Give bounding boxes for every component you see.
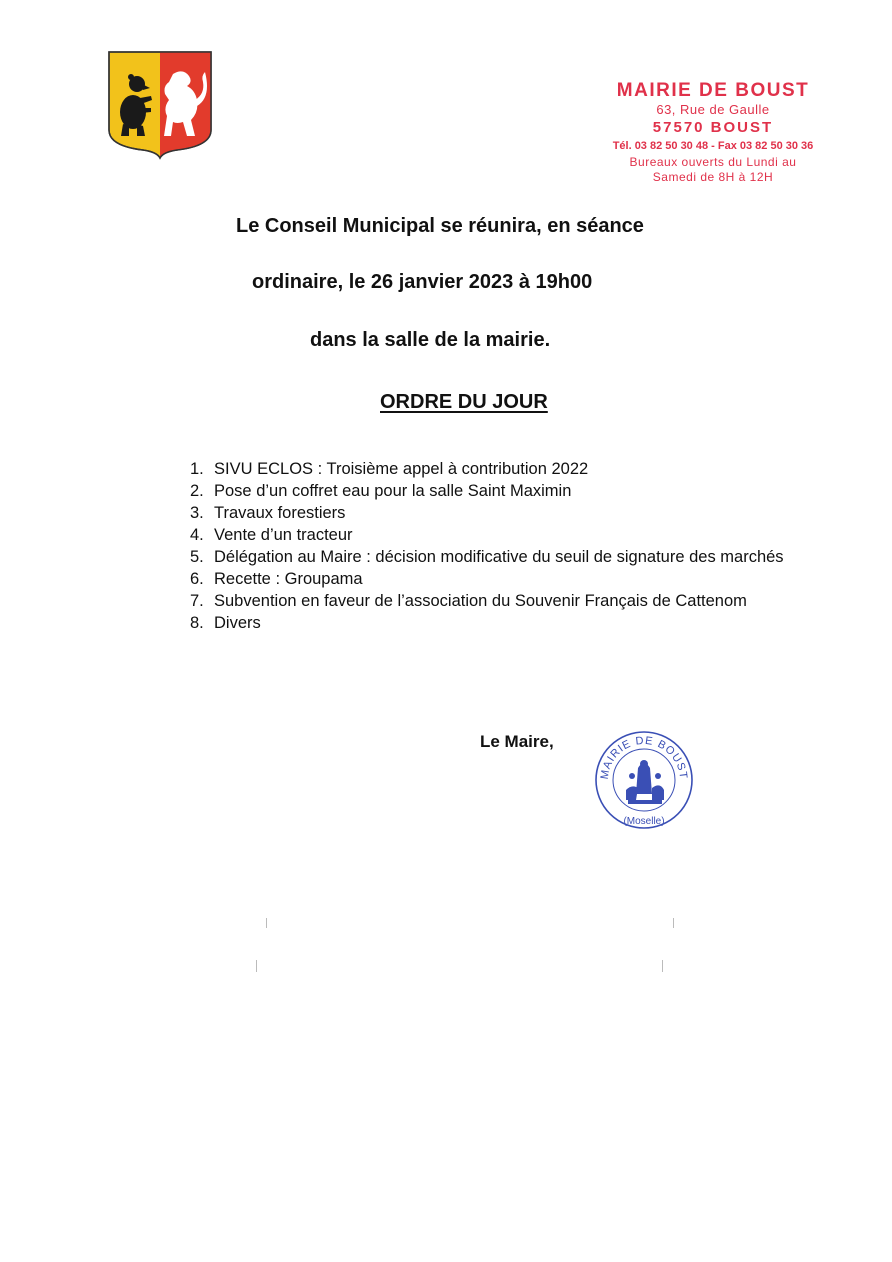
scan-mark: [266, 918, 267, 928]
headline-line2: ordinaire, le 26 janvier 2023 à 19h00: [252, 271, 593, 293]
mairie-city: 57570 BOUST: [652, 119, 774, 136]
scan-mark: [662, 960, 663, 972]
agenda-item-number: 4.: [190, 526, 204, 544]
mairie-hours-line1: Bureaux ouverts du Lundi au: [629, 155, 797, 169]
agenda-item-text: Travaux forestiers: [214, 504, 346, 522]
agenda-item-number: 2.: [190, 482, 204, 500]
agenda-item-text: SIVU ECLOS : Troisième appel à contribution 2022: [214, 460, 589, 478]
agenda-item-text: Vente d’un tracteur: [214, 526, 353, 544]
agenda-item-text: Subvention en faveur de l’association du Souvenir Français de Cattenom: [214, 592, 747, 610]
scan-mark: [673, 918, 674, 928]
coat-of-arms-icon: [107, 50, 213, 160]
scan-mark: [256, 960, 257, 972]
headline-line1: Le Conseil Municipal se réunira, en séance: [236, 215, 644, 237]
agenda-item-text: Pose d’un coffret eau pour la salle Saint Maximin: [214, 482, 572, 500]
mairie-hours-line2: Samedi de 8H à 12H: [652, 170, 774, 184]
mairie-title: MAIRIE DE BOUST: [616, 80, 810, 101]
headline-line3: dans la salle de la mairie.: [310, 329, 551, 351]
agenda-item: [190, 480, 850, 502]
stamp-bottom-text: (Moselle): [623, 816, 665, 827]
agenda-item: [190, 502, 850, 524]
agenda-item: [190, 568, 850, 590]
agenda-item: [190, 524, 850, 546]
agenda-item-number: 8.: [190, 614, 204, 632]
agenda-item-text: Recette : Groupama: [214, 570, 363, 588]
agenda-item-text: Délégation au Maire : décision modificative du seuil de signature des marchés: [214, 548, 784, 566]
stamp-top-text: MAIRIE DE BOUST: [598, 734, 690, 781]
ordre-du-jour-title: ORDRE DU JOUR: [380, 391, 548, 413]
agenda-item-number: 6.: [190, 570, 204, 588]
mairie-phone: Tél. 03 82 50 30 48 - Fax 03 82 50 30 36: [612, 140, 814, 152]
agenda-item-number: 7.: [190, 592, 204, 610]
agenda-item: [190, 612, 850, 634]
signature-label: Le Maire,: [480, 732, 554, 751]
agenda-item-number: 5.: [190, 548, 204, 566]
agenda-item: [190, 458, 850, 480]
agenda-item: [190, 590, 850, 612]
agenda-list: [190, 458, 850, 634]
agenda-item-number: 1.: [190, 460, 204, 478]
mairie-street: 63, Rue de Gaulle: [656, 102, 770, 117]
agenda-item-text: Divers: [214, 614, 261, 632]
mairie-stamp-icon: [592, 728, 696, 832]
agenda-item: [190, 546, 850, 568]
mairie-header: [588, 80, 838, 185]
agenda-item-number: 3.: [190, 504, 204, 522]
